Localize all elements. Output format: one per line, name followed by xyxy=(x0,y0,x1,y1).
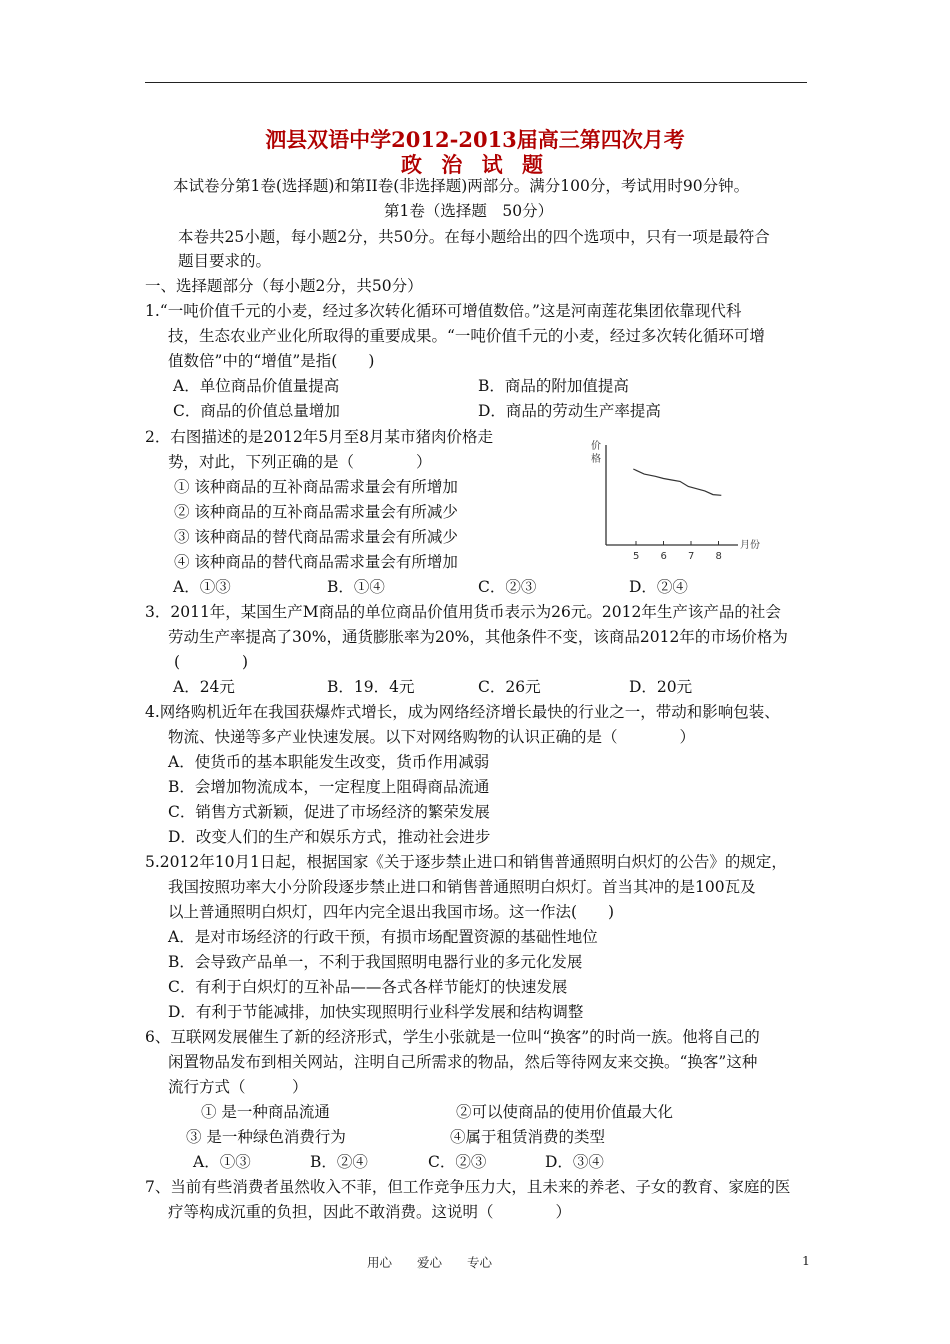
footer-motto: 用心 爱心 专心 xyxy=(367,1255,493,1270)
question-text: 值数倍”中的“增值”是指( ) xyxy=(168,352,375,370)
question-text: 劳动生产率提高了30%，通货膨胀率为20%，其他条件不变，该商品2012年的市场价格为 xyxy=(168,628,788,646)
statement-1: ① 是一种商品流通 xyxy=(201,1103,330,1121)
statement-4: ④属于租赁消费的类型 xyxy=(450,1128,606,1146)
option-a: A．①③ xyxy=(173,578,231,596)
x-tick-label: 7 xyxy=(688,551,695,562)
option-b: B．①④ xyxy=(327,578,385,596)
question-text: 5.2012年10月1日起，根据国家《关于逐步禁止进口和销售普通照明白炽灯的公告》的规定， xyxy=(145,853,787,871)
option-d: D．商品的劳动生产率提高 xyxy=(478,402,661,420)
y-axis-label-char: 价 xyxy=(591,441,601,452)
intro-line: 本试卷分第1卷(选择题)和第II卷(非选择题)两部分。满分100分，考试用时90分钟。 xyxy=(173,177,750,195)
pork-price-chart xyxy=(585,435,775,575)
option-a: A．使货币的基本职能发生改变，货币作用减弱 xyxy=(168,753,490,771)
question-text: 疗等构成沉重的负担，因此不敢消费。这说明（ ） xyxy=(168,1203,572,1221)
statement-3: ③ 该种商品的替代商品需求量会有所减少 xyxy=(174,528,458,546)
question-text: 6、互联网发展催生了新的经济形式，学生小张就是一位叫“换客”的时尚一族。他将自己的 xyxy=(145,1028,760,1046)
section-title: 第1卷（选择题 50分） xyxy=(384,202,554,220)
option-b: B．②④ xyxy=(310,1153,368,1171)
instructions-line: 题目要求的。 xyxy=(178,252,272,270)
y-axis-label xyxy=(591,439,601,465)
option-c: C．销售方式新颖，促进了市场经济的繁荣发展 xyxy=(168,803,490,821)
question-text: 技，生态农业产业化所取得的重要成果。“一吨价值千元的小麦，经过多次转化循环可增 xyxy=(168,327,765,345)
option-a: A．24元 xyxy=(173,678,235,696)
statement-3: ③ 是一种绿色消费行为 xyxy=(186,1128,346,1146)
x-tick-label: 8 xyxy=(715,551,722,562)
option-b: B．会增加物流成本，一定程度上阻碍商品流通 xyxy=(168,778,490,796)
header-rule xyxy=(145,82,807,83)
option-b: B．19．4元 xyxy=(327,678,415,696)
option-d: D．有利于节能减排，加快实现照明行业科学发展和结构调整 xyxy=(168,1003,584,1021)
exam-title: 泗县双语中学2012-2013届高三第四次月考 xyxy=(265,127,685,152)
option-b: B．商品的附加值提高 xyxy=(478,377,629,395)
option-a: A．是对市场经济的行政干预，有损市场配置资源的基础性地位 xyxy=(168,928,598,946)
question-text: 4.网络购机近年在我国获爆炸式增长，成为网络经济增长最快的行业之一，带动和影响包装、 xyxy=(145,703,780,721)
question-text: 流行方式（ ） xyxy=(168,1078,308,1096)
statement-1: ① 该种商品的互补商品需求量会有所增加 xyxy=(174,478,458,496)
option-b: B．会导致产品单一，不利于我国照明电器行业的多元化发展 xyxy=(168,953,583,971)
statement-4: ④ 该种商品的替代商品需求量会有所增加 xyxy=(174,553,458,571)
option-d: D．③④ xyxy=(545,1153,604,1171)
page-number: 1 xyxy=(802,1253,810,1268)
x-axis-label: 月份 xyxy=(740,540,760,551)
question-text: ( ) xyxy=(174,653,249,671)
option-c: C．②③ xyxy=(428,1153,487,1171)
exam-subject: 政 治 试 题 xyxy=(401,152,549,177)
y-axis-label-char: 格 xyxy=(591,454,601,465)
part-heading: 一、选择题部分（每小题2分，共50分） xyxy=(145,277,423,295)
price-series-line xyxy=(633,469,721,495)
x-tick-label: 6 xyxy=(660,551,667,562)
option-d: D．改变人们的生产和娱乐方式，推动社会进步 xyxy=(168,828,491,846)
option-d: D．20元 xyxy=(629,678,693,696)
option-c: C．商品的价值总量增加 xyxy=(173,402,340,420)
question-text: 7、当前有些消费者虽然收入不菲，但工作竞争压力大，且未来的养老、子女的教育、家庭的医 xyxy=(145,1178,791,1196)
option-a: A．单位商品价值量提高 xyxy=(173,377,340,395)
question-text: 我国按照功率大小分阶段逐步禁止进口和销售普通照明白炽灯。首当其冲的是100瓦及 xyxy=(168,878,756,896)
instructions-line: 本卷共25小题，每小题2分，共50分。在每小题给出的四个选项中，只有一项是最符合 xyxy=(178,228,770,246)
x-tick-label: 5 xyxy=(633,551,640,562)
question-text: 势，对此，下列正确的是（ ） xyxy=(168,453,432,471)
question-text: 闲置物品发布到相关网站，注明自己所需求的物品，然后等待网友来交换。“换客”这种 xyxy=(168,1053,758,1071)
statement-2: ② 该种商品的互补商品需求量会有所减少 xyxy=(174,503,458,521)
option-a: A．①③ xyxy=(193,1153,251,1171)
question-text: 2．右图描述的是2012年5月至8月某市猪肉价格走 xyxy=(145,428,494,446)
option-c: C．26元 xyxy=(478,678,541,696)
question-text: 3．2011年，某国生产M商品的单位商品价值用货币表示为26元。2012年生产该产品的社会 xyxy=(145,603,781,621)
option-c: C．②③ xyxy=(478,578,537,596)
question-text: 物流、快递等多产业快速发展。以下对网络购物的认识正确的是（ ） xyxy=(168,728,696,746)
question-text: 1.“一吨价值千元的小麦，经过多次转化循环可增值数倍。”这是河南莲花集团依靠现代科 xyxy=(145,302,742,320)
option-c: C．有利于白炽灯的互补品——各式各样节能灯的快速发展 xyxy=(168,978,568,996)
statement-2: ②可以使商品的使用价值最大化 xyxy=(456,1103,674,1121)
option-d: D．②④ xyxy=(629,578,688,596)
question-text: 以上普通照明白炽灯，四年内完全退出我国市场。这一作法( ) xyxy=(168,903,615,921)
